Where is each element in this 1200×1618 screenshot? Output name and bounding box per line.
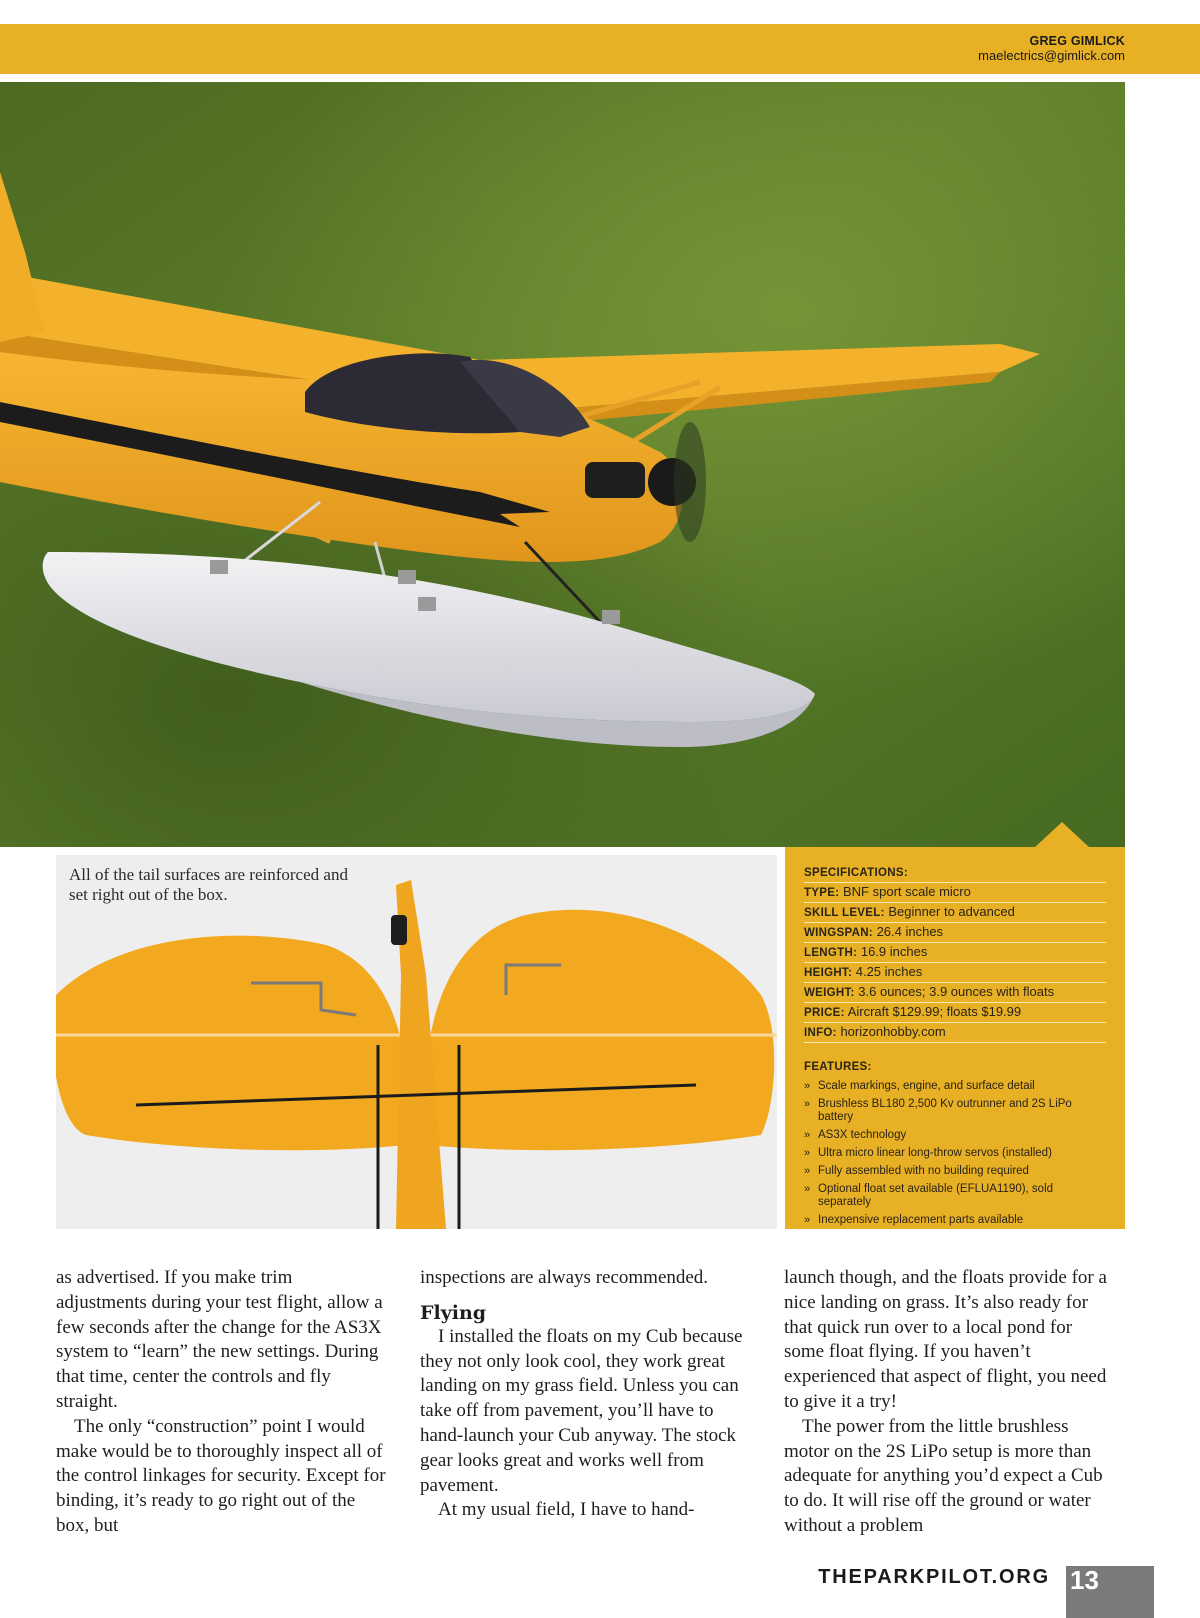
spec-row-height (804, 963, 1106, 983)
spec-row-weight (804, 983, 1106, 1003)
bullet-icon: » (804, 1165, 811, 1177)
hero-photo-piper-cub-on-floats (0, 82, 1125, 847)
features-heading: FEATURES: (804, 1061, 872, 1073)
author-block (978, 34, 1125, 63)
spec-key: WEIGHT: (804, 987, 855, 999)
header-bar (0, 24, 1200, 74)
author-email: maelectrics@gimlick.com (978, 48, 1125, 63)
paragraph: The only “construction” point I would make would be to thoroughly inspect all of the control linkages for security. Except for binding, it’s ready to go right out of the box, but (56, 1415, 386, 1536)
spec-row-type (804, 883, 1106, 903)
spec-value: BNF sport scale micro (843, 884, 971, 899)
paragraph: launch though, and the floats provide for a nice landing on grass. It’s also ready for that quick run over to a local pond for some float flying. If you haven’t experienced that aspect of flight, you need to give it a try! (784, 1267, 1107, 1412)
tail-surfaces-photo (56, 855, 777, 1229)
feature-item (804, 1098, 1106, 1124)
spec-key: TYPE: (804, 887, 840, 899)
body-column-1 (56, 1266, 386, 1539)
feature-text: Inexpensive replacement parts available (818, 1214, 1024, 1226)
specifications-heading: SPECIFICATIONS: (804, 866, 1106, 883)
spec-value: 3.6 ounces; 3.9 ounces with floats (858, 984, 1055, 999)
feature-item (804, 1147, 1106, 1160)
spec-key: INFO: (804, 1027, 837, 1039)
spec-row-info (804, 1023, 1106, 1043)
feature-text: Fully assembled with no building required (818, 1165, 1029, 1177)
spec-row-wingspan (804, 923, 1106, 943)
bullet-icon: » (804, 1129, 811, 1141)
feature-item (804, 1183, 1106, 1209)
paragraph: At my usual field, I have to hand- (438, 1499, 695, 1521)
bullet-icon: » (804, 1080, 811, 1092)
spec-key: LENGTH: (804, 947, 858, 959)
feature-text: Ultra micro linear long-throw servos (installed) (818, 1147, 1052, 1159)
spec-value: 26.4 inches (876, 924, 944, 939)
specifications-box (785, 847, 1125, 1229)
feature-item (804, 1080, 1106, 1093)
feature-text: AS3X technology (818, 1129, 907, 1141)
bullet-icon: » (804, 1183, 811, 1195)
spec-value: Aircraft $129.99; floats $19.99 (847, 1004, 1022, 1019)
spec-key: WINGSPAN: (804, 927, 873, 939)
spec-row-length (804, 943, 1106, 963)
photo-caption: All of the tail surfaces are reinforced and set right out of the box. (69, 865, 348, 904)
paragraph: inspections are always recommended. (420, 1267, 709, 1288)
spec-value: 4.25 inches (855, 964, 923, 979)
spec-value: horizonhobby.com (840, 1024, 946, 1039)
feature-text: Optional float set available (EFLUA1190), sold separately (818, 1183, 1054, 1208)
bullet-icon: » (804, 1147, 811, 1159)
spec-key: PRICE: (804, 1007, 845, 1019)
bullet-icon: » (804, 1098, 811, 1110)
spec-box-notch (1034, 822, 1090, 848)
paragraph: The power from the little brushless motor on the 2S LiPo setup is more than adequate for anything you’d expect a Cub to do. It will rise off the ground or water without a problem (784, 1415, 1103, 1536)
bullet-icon: » (804, 1214, 811, 1226)
feature-item (804, 1129, 1106, 1142)
feature-item (804, 1214, 1106, 1227)
section-heading-flying: Flying (420, 1301, 487, 1324)
paragraph: as advertised. If you make trim adjustments during your test flight, allow a few seconds after the change for the AS3X system to “learn” the new settings. During that time, center the controls and fly straight. (56, 1267, 383, 1412)
spec-row-price (804, 1003, 1106, 1023)
footer-site-name: THEPARKPILOT.ORG (818, 1566, 1050, 1588)
feature-text: Brushless BL180 2,500 Kv outrunner and 2S LiPo battery (818, 1098, 1072, 1123)
paragraph: I installed the floats on my Cub because they not only look cool, they work great landing on my grass field. Unless you can take off from pavement, you’ll have to hand-launch your Cub anyway. The stock gear looks great and works well from pavement. (420, 1325, 743, 1496)
spec-row-skill-level (804, 903, 1106, 923)
spec-value: Beginner to advanced (888, 904, 1015, 919)
body-column-2 (420, 1266, 750, 1523)
feature-item (804, 1165, 1106, 1178)
author-name: GREG GIMLICK (1029, 34, 1125, 48)
spec-key: HEIGHT: (804, 967, 853, 979)
feature-text: Scale markings, engine, and surface detail (818, 1080, 1035, 1092)
spec-value: 16.9 inches (860, 944, 928, 959)
body-column-3 (784, 1266, 1114, 1539)
page-number: 13 (1066, 1566, 1154, 1618)
spec-key: SKILL LEVEL: (804, 907, 885, 919)
